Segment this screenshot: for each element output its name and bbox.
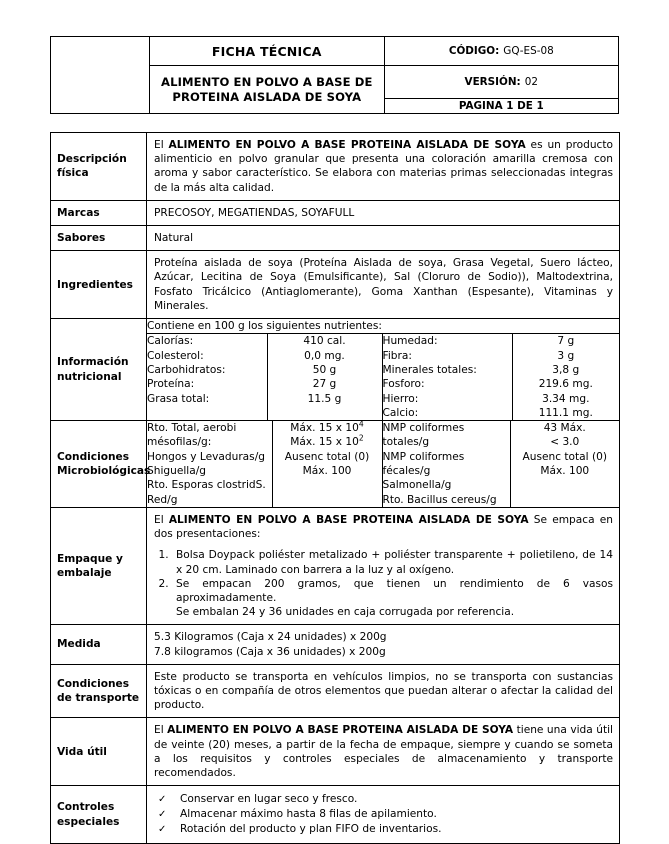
row-value-transporte: Este producto se transporta en vehículos limpios, no se transporta con sustancias tóxicas o en compañía de otros elementos que puedan alterar o afectar la calidad del producto.: [147, 664, 620, 718]
row-value-controles: [147, 786, 620, 844]
nutrition-data-row: [147, 334, 619, 420]
nutrient-name: Hierro:: [382, 392, 419, 405]
row-value-ingredientes: Proteína aislada de soya (Proteína Aislada de soya, Grasa Vegetal, Suero lácteo, Azúcar, Lecitina de Soya (Emulsificante), Sal (Cloruro de Sodio)), Maltodextrina, Fosfato Tricálcico (Antiaglomerante), Goma Xanthan (Espesante), Vitaminas y Minerales.: [147, 251, 620, 319]
nutrient-value: 111.1 mg.: [538, 406, 593, 419]
control-item-label: Rotación del producto y plan FIFO de inventarios.: [180, 823, 442, 836]
row-ingredientes: [51, 251, 620, 319]
nutrient-name: Grasa total:: [147, 392, 210, 405]
nutrition-table: [147, 319, 619, 420]
empaque-list-item: 1. Bolsa Doypack poliéster metalizado + poliéster transparente + polietileno, de 14 x 20 cm. Laminado con barrera a la luz y al oxígeno.: [172, 548, 613, 576]
nutrition-intro: Contiene en 100 g los siguientes nutrientes:: [147, 319, 619, 334]
row-value-microbiologicas: [147, 421, 620, 508]
row-medida: [51, 625, 620, 664]
nutrition-intro-row: [147, 319, 619, 334]
row-value-empaque: [147, 507, 620, 624]
row-value-marcas: PRECOSOY, MEGATIENDAS, SOYAFULL: [147, 200, 620, 225]
document-header-table: [50, 36, 619, 114]
nutrient-name: Fosforo:: [382, 378, 425, 391]
nutrient-value: 11.5 g: [307, 392, 342, 405]
nutrient-name: Proteína:: [147, 378, 195, 391]
nutrient-name: Humedad:: [382, 335, 438, 348]
nutrient-name: Minerales totales:: [382, 363, 477, 376]
vida-util-lead: El: [154, 724, 168, 737]
nutrient-value: 3 g: [557, 349, 575, 362]
microbe-limit: Máx. 100: [540, 465, 590, 477]
row-value-medida: [147, 625, 620, 664]
product-title: [150, 66, 385, 114]
product-title-line-1: ALIMENTO EN POLVO A BASE DE: [161, 74, 373, 89]
row-label-empaque: Empaque y embalaje: [51, 507, 147, 624]
microbiology-left-values: [272, 421, 382, 507]
document-title: FICHA TÉCNICA: [150, 37, 385, 66]
microbe-name: Shiguella/g: [147, 465, 207, 477]
control-item: [156, 822, 613, 837]
microbiology-left-names: [147, 421, 272, 507]
nutrition-left-names: [147, 334, 267, 420]
nutrient-name: Carbohidratos:: [147, 363, 226, 376]
medida-line-2: 7.8 kilogramos (Caja x 36 unidades) x 200g: [154, 645, 386, 658]
row-value-descripcion: [147, 133, 620, 201]
nutrient-value: 410 cal.: [303, 335, 346, 348]
row-condiciones-transporte: [51, 664, 620, 718]
microbiology-table: [147, 421, 619, 507]
microbe-limit-text: Máx. 15 x 10: [290, 422, 359, 435]
row-label-ingredientes: Ingredientes: [51, 251, 147, 319]
row-label-vida-util: Vida útil: [51, 718, 147, 786]
microbe-name: Rto. Esporas clostridS. Red/g: [147, 479, 266, 506]
codigo-cell: [384, 37, 619, 66]
row-condiciones-microbiologicas: [51, 421, 620, 508]
microbe-name: Hongos y Levaduras/g: [147, 450, 265, 463]
nutrient-value: 50 g: [312, 363, 337, 376]
empaque-list-item: 2. Se empacan 200 gramos, que tienen un rendimiento de 6 vasos aproximadamente.: [172, 577, 613, 605]
header-row-1: [51, 37, 619, 66]
codigo-label: CÓDIGO:: [448, 45, 500, 57]
microbe-name: Rto. Total, aerobi mésofilas/g:: [147, 422, 237, 449]
row-sabores: [51, 226, 620, 251]
microbe-limit: [273, 421, 382, 435]
row-label-microbiologicas: Condiciones Microbiológicas: [51, 421, 147, 508]
control-item-label: Almacenar máximo hasta 8 filas de apilamiento.: [180, 808, 437, 821]
row-label-sabores: Sabores: [51, 226, 147, 251]
logo-cell: [51, 37, 150, 114]
controles-list: [154, 792, 613, 837]
check-icon: ✓: [158, 794, 167, 806]
row-informacion-nutricional: [51, 319, 620, 421]
nutrition-left-values: [267, 334, 382, 420]
nutrient-value: 3,8 g: [552, 363, 580, 376]
nutrient-value: 0,0 mg.: [304, 349, 345, 362]
nutrient-value: 27 g: [312, 378, 337, 391]
vida-util-product-name: ALIMENTO EN POLVO A BASE PROTEINA AISLADA DE SOYA: [167, 724, 514, 737]
check-icon: ✓: [158, 824, 167, 836]
version-label: VERSIÓN:: [464, 75, 521, 88]
microbe-limit-exponent: 4: [358, 419, 364, 429]
row-label-transporte: Condiciones de transporte: [51, 664, 147, 718]
microbe-name: NMP coliformes fécales/g: [382, 450, 465, 477]
nutrient-name: Fibra:: [382, 349, 412, 362]
nutrition-right-values: [512, 334, 619, 420]
microbe-limit: Ausenc total (0): [284, 450, 370, 463]
microbiology-data-row: [147, 421, 619, 507]
row-label-marcas: Marcas: [51, 200, 147, 225]
empaque-lead-rest: Se empaca en dos presentaciones:: [154, 513, 613, 541]
row-descripcion-fisica: [51, 133, 620, 201]
descripcion-rest: es un producto alimenticio en polvo granular que presenta una coloración amarilla cremosa con aroma y sabor característico. Se elabora con materias primas seleccionadas integras de la más alta calidad.: [154, 139, 614, 194]
microbe-limit: < 3.0: [550, 436, 580, 449]
microbiology-right-names: [382, 421, 510, 507]
control-item: [156, 807, 613, 822]
row-label-nutricional: Información nutricional: [51, 319, 147, 421]
row-value-sabores: Natural: [147, 226, 620, 251]
microbe-limit-exponent: 2: [358, 433, 364, 443]
nutrient-name: Colesterol:: [147, 349, 204, 362]
medida-line-1: 5.3 Kilogramos (Caja x 24 unidades) x 200g: [154, 631, 387, 644]
microbe-limit: [273, 435, 382, 449]
codigo-value: GQ-ES-08: [503, 45, 554, 57]
nutrient-name: Calorías:: [147, 335, 194, 348]
row-value-vida-util: [147, 718, 620, 786]
descripcion-lead: El: [154, 139, 169, 151]
microbe-limit: Ausenc total (0): [522, 450, 607, 463]
nutrition-right-names: [382, 334, 512, 420]
empaque-lead: El: [154, 513, 169, 526]
empaque-tail: Se embalan 24 y 36 unidades en caja corrugada por referencia.: [176, 606, 515, 619]
check-icon: ✓: [158, 809, 167, 821]
row-label-controles: Controles especiales: [51, 786, 147, 844]
version-value: 02: [524, 75, 538, 88]
microbe-name: Rto. Bacillus cereus/g: [382, 493, 497, 506]
nutrient-value: 3.34 mg.: [542, 392, 590, 405]
spec-table: [50, 132, 620, 844]
descripcion-product-name: ALIMENTO EN POLVO A BASE PROTEINA AISLADA DE SOYA: [168, 139, 526, 151]
row-label-medida: Medida: [51, 625, 147, 664]
nutrient-value: 219.6 mg.: [538, 378, 593, 391]
vida-util-rest: tiene una vida útil de veinte (20) meses, a partir de la fecha de empaque, siempre y cuando se someta a los requisitos y controles especiales de almacenamiento y transporte recomendados.: [154, 724, 613, 779]
row-value-nutricional: [147, 319, 620, 421]
row-empaque-embalaje: [51, 507, 620, 624]
microbe-name: Salmonella/g: [382, 479, 452, 492]
page-number: PAGINA 1 DE 1: [384, 98, 619, 114]
microbiology-right-values: [510, 421, 619, 507]
empaque-lead-paragraph: [154, 513, 613, 541]
row-label-descripcion: Descripción física: [51, 133, 147, 201]
nutrient-value: 7 g: [557, 335, 575, 348]
microbe-name: NMP coliformes totales/g: [382, 422, 465, 449]
row-controles-especiales: [51, 786, 620, 844]
row-vida-util: [51, 718, 620, 786]
microbe-limit: Máx. 100: [302, 465, 352, 477]
nutrient-name: Calcio:: [382, 406, 419, 419]
control-item-label: Conservar en lugar seco y fresco.: [180, 793, 358, 806]
empaque-list: [154, 548, 613, 605]
version-cell: [384, 66, 619, 99]
empaque-product-name: ALIMENTO EN POLVO A BASE PROTEINA AISLADA DE SOYA: [168, 513, 529, 526]
product-title-line-2: PROTEINA AISLADA DE SOYA: [172, 89, 362, 104]
row-marcas: [51, 200, 620, 225]
microbe-limit: 43 Máx.: [543, 422, 586, 435]
microbe-limit-text: Máx. 15 x 10: [290, 436, 359, 449]
control-item: [156, 792, 613, 807]
